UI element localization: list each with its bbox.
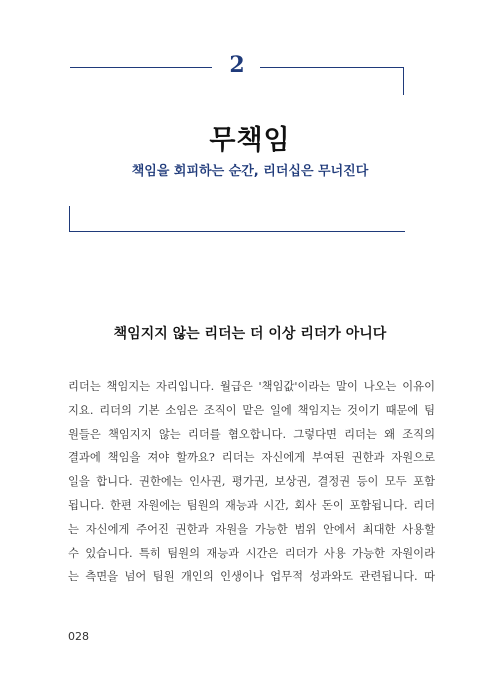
chapter-number: 2 xyxy=(229,52,245,78)
body-line: 리더는 책임지는 자리입니다. 월급은 '책임값'이라는 말이 나오는 이유이 xyxy=(68,380,435,393)
body-line: 수 있습니다. 특히 팀원의 재능과 시간은 리더가 사용 가능한 자원이라 xyxy=(68,546,435,560)
chapter-subtitle: 책임을 회피하는 순간, 리더십은 무너진다 xyxy=(131,164,369,179)
body-line: 결과에 책임을 져야 할까요? 리더는 자신에게 부여된 권한과 자원으로 xyxy=(68,451,435,465)
body-line: 됩니다. 한편 자원에는 팀원의 재능과 시간, 회사 돈이 포함됩니다. 리더 xyxy=(68,498,435,512)
body-line: 원들은 책임지지 않는 리더를 혐오합니다. 그렇다면 리더는 왜 조직의 xyxy=(68,427,435,441)
frame-line-left xyxy=(70,67,212,68)
page-number: 028 xyxy=(68,630,89,643)
body-line: 일을 합니다. 권한에는 인사권, 평가권, 보상권, 결정권 등이 모두 포함 xyxy=(68,475,435,489)
section-heading: 책임지지 않는 리더는 더 이상 리더가 아니다 xyxy=(113,326,387,342)
body-line: 는 자신에게 주어진 권한과 자원을 가능한 범위 안에서 최대한 사용할 xyxy=(68,522,435,536)
body-line: 는 측면을 넘어 팀원 개인의 인생이나 업무적 성과와도 관련됩니다. 따 xyxy=(68,570,435,584)
body-line: 지요. 리더의 기본 소임은 조직이 맡은 일에 책임지는 것이기 때문에 팀 xyxy=(68,403,435,417)
body-paragraph xyxy=(68,375,435,589)
frame-line-right xyxy=(260,67,404,95)
chapter-frame-bottom xyxy=(69,206,405,232)
chapter-title: 무책임 xyxy=(209,125,291,156)
